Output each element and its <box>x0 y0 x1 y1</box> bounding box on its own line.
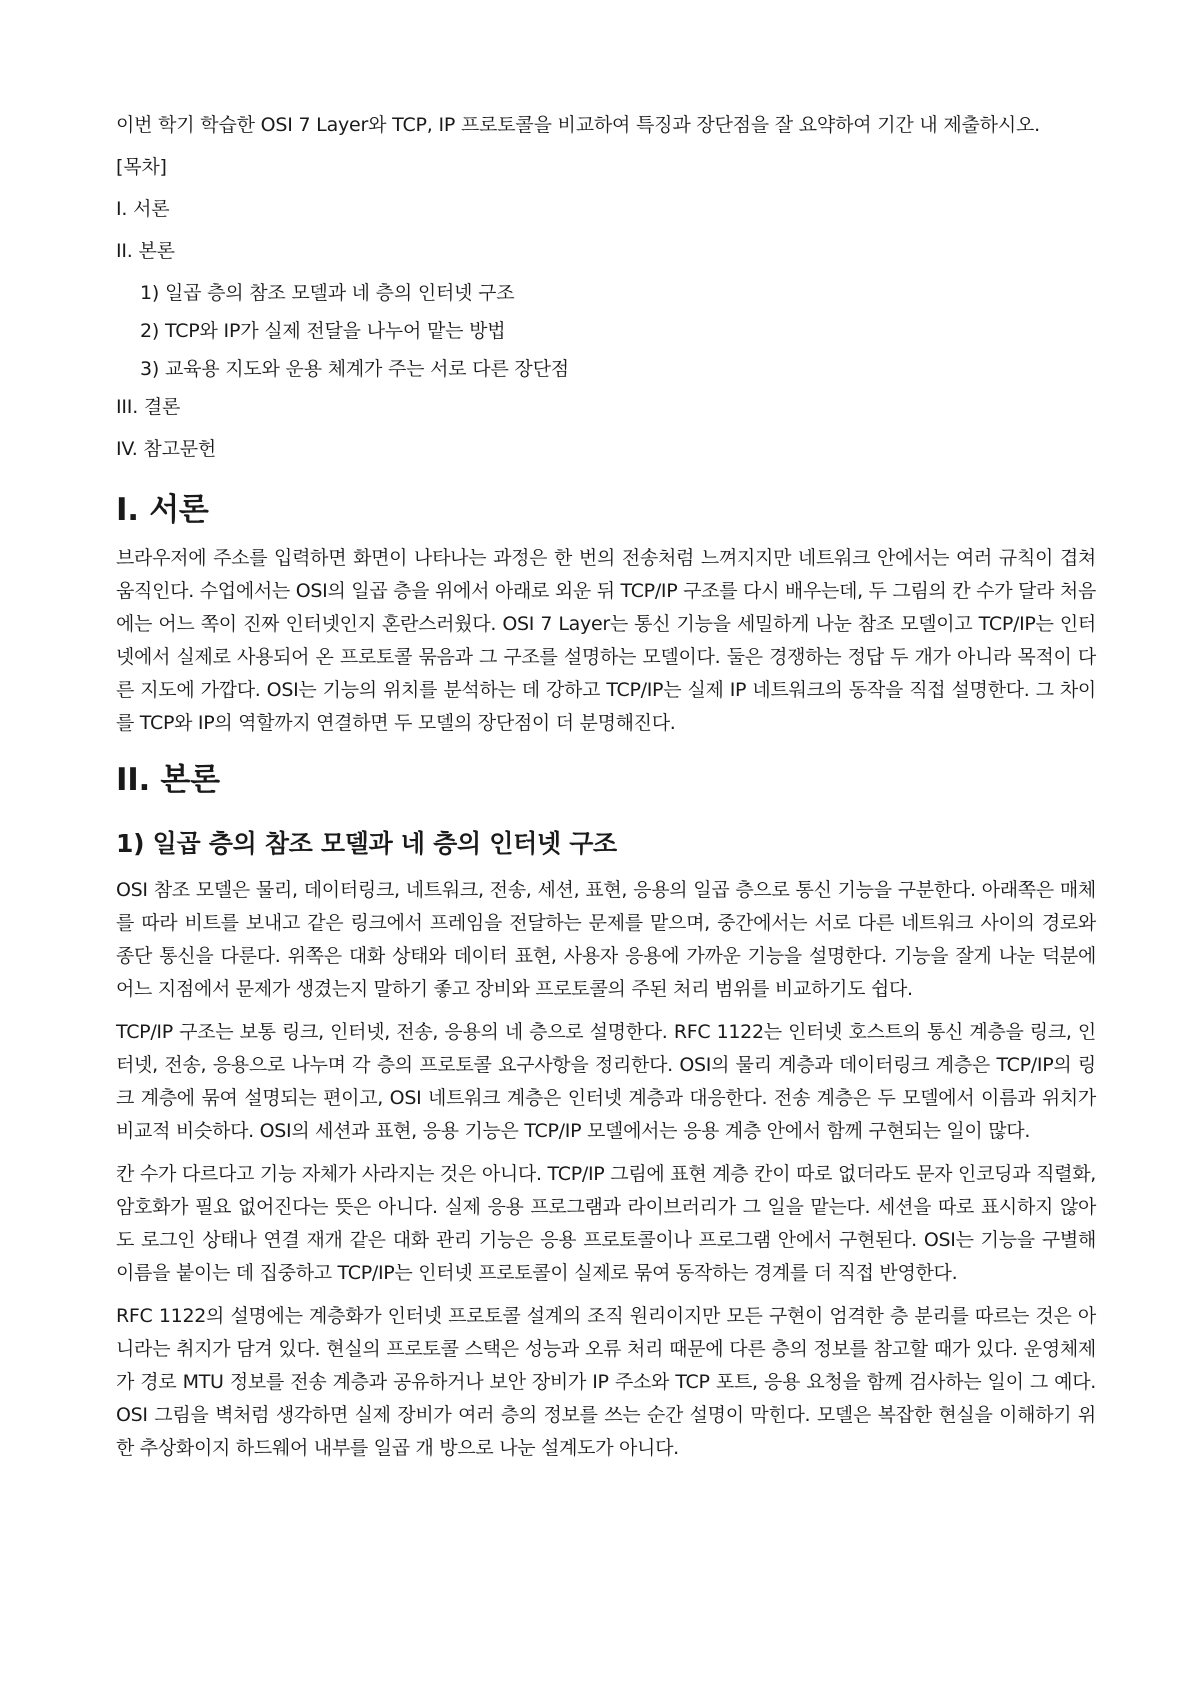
toc-item-conclusion: III. 결론 <box>116 396 181 418</box>
toc-item-body-2: 2) TCP와 IP가 실제 전달을 나누어 맡는 방법 <box>140 320 506 342</box>
toc-item-body-3: 3) 교육용 지도와 운용 체계가 주는 서로 다른 장단점 <box>140 358 569 380</box>
body-paragraph: RFC 1122의 설명에는 계층화가 인터넷 프로토콜 설계의 조직 원리이지만 모든 구현이 엄격한 층 분리를 따르는 것은 아니라는 취지가 담겨 있다. 현실의 프로토콜 스택은 성능과 오류 처리 때문에 다른 층의 정보를 참고할 때가 있다. 운영체제가 경로 MTU 정보를 전송 계층과 공유하거나 보안 장비가 IP 주소와 TCP 포트, 응용 요청을 함께 검사하는 일이 그 예다. OSI 그림을 벽처럼 생각하면 실제 장비가 여러 층의 정보를 쓰는 순간 설명이 막힌다. 모델은 복잡한 현실을 이해하기 위한 추상화이지 하드웨어 내부를 일곱 개 방으로 나눈 설계도가 아니다. <box>116 1305 1096 1459</box>
toc-item-body: II. 본론 <box>116 240 175 262</box>
assignment-instruction: 이번 학기 학습한 OSI 7 Layer와 TCP, IP 프로토콜을 비교하여 특징과 장단점을 잘 요약하여 기간 내 제출하시오. <box>116 114 1040 136</box>
body-paragraph: TCP/IP 구조는 보통 링크, 인터넷, 전송, 응용의 네 층으로 설명한다. RFC 1122는 인터넷 호스트의 통신 계층을 링크, 인터넷, 전송, 응용으로 나누며 각 층의 프로토콜 요구사항을 정리한다. OSI의 물리 계층과 데이터링크 계층은 TCP/IP의 링크 계층에 묶여 설명되는 편이고, OSI 네트워크 계층은 인터넷 계층과 대응한다. 전송 계층은 두 모델에서 이름과 위치가 비교적 비슷하다. OSI의 세션과 표현, 응용 기능은 TCP/IP 모델에서는 응용 계층 안에서 함께 구현되는 일이 많다. <box>116 1021 1096 1142</box>
toc-item-body-1: 1) 일곱 층의 참조 모델과 네 층의 인터넷 구조 <box>140 282 515 304</box>
toc-item-references: IV. 참고문헌 <box>116 438 217 460</box>
body-paragraph: OSI 참조 모델은 물리, 데이터링크, 네트워크, 전송, 세션, 표현, 응용의 일곱 층으로 통신 기능을 구분한다. 아래쪽은 매체를 따라 비트를 보내고 같은 링크에서 프레임을 전달하는 문제를 맡으며, 중간에서는 서로 다른 네트워크 사이의 경로와 종단 통신을 다룬다. 위쪽은 대화 상태와 데이터 표현, 사용자 응용에 가까운 기능을 설명한다. 기능을 잘게 나눈 덕분에 어느 지점에서 문제가 생겼는지 말하기 좋고 장비와 프로토콜의 주된 처리 범위를 비교하기도 쉽다. <box>116 879 1096 1000</box>
intro-paragraph: 브라우저에 주소를 입력하면 화면이 나타나는 과정은 한 번의 전송처럼 느껴지지만 네트워크 안에서는 여러 규칙이 겹쳐 움직인다. 수업에서는 OSI의 일곱 층을 위에서 아래로 외운 뒤 TCP/IP 구조를 다시 배우는데, 두 그림의 칸 수가 달라 처음에는 어느 쪽이 진짜 인터넷인지 혼란스러웠다. OSI 7 Layer는 통신 기능을 세밀하게 나눈 참조 모델이고 TCP/IP는 인터넷에서 실제로 사용되어 온 프로토콜 묶음과 그 구조를 설명하는 모델이다. 둘은 경쟁하는 정답 두 개가 아니라 목적이 다른 지도에 가깝다. OSI는 기능의 위치를 분석하는 데 강하고 TCP/IP는 실제 IP 네트워크의 동작을 직접 설명한다. 그 차이를 TCP와 IP의 역할까지 연결하면 두 모델의 장단점이 더 분명해진다. <box>116 547 1096 734</box>
section-heading-intro: I. 서론 <box>116 492 209 528</box>
toc-item-intro: I. 서론 <box>116 198 170 220</box>
toc-title: [목차] <box>116 156 167 178</box>
table-of-contents <box>116 152 1096 464</box>
body-paragraph: 칸 수가 다르다고 기능 자체가 사라지는 것은 아니다. TCP/IP 그림에 표현 계층 칸이 따로 없더라도 문자 인코딩과 직렬화, 암호화가 필요 없어진다는 뜻은 아니다. 실제 응용 프로그램과 라이브러리가 그 일을 맡는다. 세션을 따로 표시하지 않아도 로그인 상태나 연결 재개 같은 대화 관리 기능은 응용 프로토콜이나 프로그램 안에서 구현된다. OSI는 기능을 구별해 이름을 붙이는 데 집중하고 TCP/IP는 인터넷 프로토콜이 실제로 묶여 동작하는 경계를 더 직접 반영한다. <box>116 1163 1096 1284</box>
section-heading-body: II. 본론 <box>116 762 220 798</box>
subsection-heading-1: 1) 일곱 층의 참조 모델과 네 층의 인터넷 구조 <box>116 829 617 858</box>
